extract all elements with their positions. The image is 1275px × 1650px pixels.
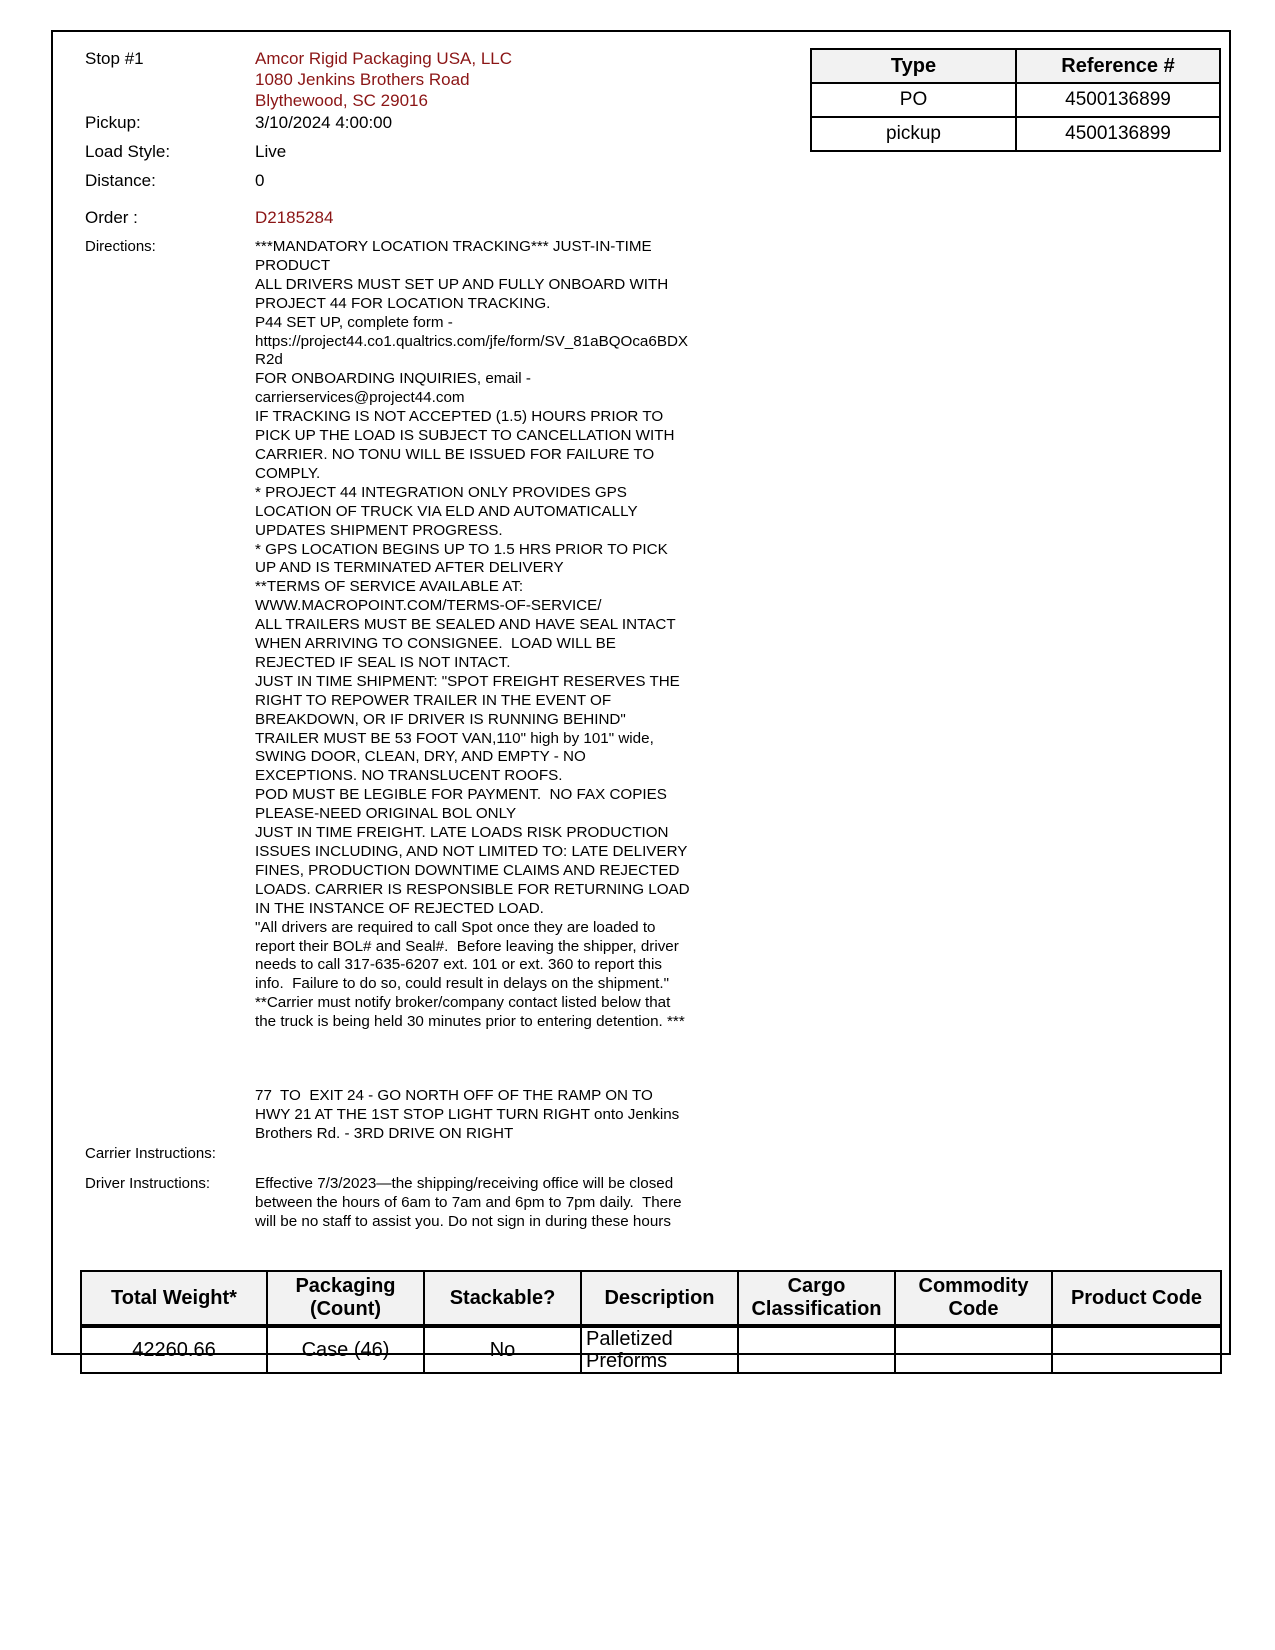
cell-packaging: Case (46) [267,1326,424,1373]
directions-text: ***MANDATORY LOCATION TRACKING*** JUST-IN-TIME PRODUCT ALL DRIVERS MUST SET UP AND FULLY ONBOARD WITH PROJECT 44 FOR LOCATION TRACKING. P44 SET UP, complete form - https://project44.co1.qualtrics.com/jfe/form/SV_81aBQOca6BDX R2d FOR ONBOARDING INQUIRIES, email - carrierservices@project44.com IF TRACKING IS NOT ACCEPTED (1.5) HOURS PRIOR TO PICK UP THE LOAD IS SUBJECT TO CANCELLATION WITH CARRIER. NO TONU WILL BE ISSUED FOR FAILURE TO COMPLY. * PROJECT 44 INTEGRATION ONLY PROVIDES GPS LOCATION OF TRUCK VIA ELD AND AUTOMATICALLY UPDATES SHIPMENT PROGRESS. * GPS LOCATION BEGINS UP TO 1.5 HRS PRIOR TO PICK UP AND IS TERMINATED AFTER DELIVERY **TERMS OF SERVICE AVAILABLE AT: WWW.MACROPOINT.COM/TERMS-OF-SERVICE/ ALL TRAILERS MUST BE SEALED AND HAVE SEAL INTACT WHEN ARRIVING TO CONSIGNEE. LOAD WILL BE REJECTED IF SEAL IS NOT INTACT. JUST IN TIME SHIPMENT: "SPOT FREIGHT RESERVES THE RIGHT TO REPOWER TRAILER IN THE EVENT OF BREAKDOWN, OR IF DRIVER IS RUNNING BEHIND" TRAILER MUST BE 53 FOOT VAN,110" high by 101" wide, SWING DOOR, CLEAN, DRY, AND EMPTY - NO EXCEPTIONS. NO TRANSLUCENT ROOFS. POD MUST BE LEGIBLE FOR PAYMENT. NO FAX COPIES PLEASE-NEED ORIGINAL BOL ONLY JUST IN TIME FREIGHT. LATE LOADS RISK PRODUCTION ISSUES INCLUDING, AND NOT LIMITED TO: LATE DELIVERY FINES, PRODUCTION DOWNTIME CLAIMS AND REJECTED LOADS. CARRIER IS RESPONSIBLE FOR RETURNING LOAD IN THE INSTANCE OF REJECTED LOAD. "All drivers are required to call Spot once they are loaded to report their BOL# and Seal#. Before leaving the shipper, driver needs to call 317-635-6207 ext. 101 or ext. 360 to report this info. Failure to do so, could result in delays on the shipment." **Carrier must notify broker/company contact listed below that the truck is being held 30 minutes prior to entering detention. *** [255,238,690,1031]
reference-header-type: Type [811,49,1016,83]
load-style-value: Live [255,142,287,161]
cell-cargo-classification [738,1326,895,1373]
reference-type-cell: pickup [811,117,1016,151]
load-style-label: Load Style: [85,142,171,161]
reference-header-number: Reference # [1016,49,1220,83]
pickup-value: 3/10/2024 4:00:00 [255,113,393,132]
reference-table-header [811,49,1220,83]
cell-stackable: No [424,1326,581,1373]
stop-address-line2: Blythewood, SC 29016 [255,91,428,110]
reference-number-cell: 4500136899 [1016,117,1220,151]
header-packaging: Packaging (Count) [267,1271,424,1326]
table-row [811,117,1220,151]
distance-label: Distance: [85,171,156,190]
reference-table [810,48,1221,152]
header-product-code: Product Code [1052,1271,1221,1326]
table-row [811,83,1220,117]
driver-instructions-text: Effective 7/3/2023—the shipping/receiving office will be closed between the hours of 6am to 7am and 6pm to 7pm daily. There will be no staff to assist you. Do not sign in during these hours [255,1175,682,1230]
header-description: Description [581,1271,738,1326]
reference-type-cell: PO [811,83,1016,117]
cell-description: Palletized Preforms [581,1326,738,1373]
cargo-table-header [81,1271,1221,1326]
cargo-table [80,1270,1222,1374]
stop-company: Amcor Rigid Packaging USA, LLC [255,49,513,68]
pickup-label: Pickup: [85,113,141,132]
header-stackable: Stackable? [424,1271,581,1326]
stop-address-line1: 1080 Jenkins Brothers Road [255,70,470,89]
reference-number-cell: 4500136899 [1016,83,1220,117]
carrier-instructions-label: Carrier Instructions: [85,1145,216,1162]
header-cargo-classification: Cargo Classification [738,1271,895,1326]
cell-total-weight: 42260.66 [81,1326,267,1373]
directions-label: Directions: [85,238,156,255]
stop-label: Stop #1 [85,49,144,68]
cell-product-code [1052,1326,1221,1373]
route-text: 77 TO EXIT 24 - GO NORTH OFF OF THE RAMP ON TO HWY 21 AT THE 1ST STOP LIGHT TURN RIGHT onto Jenkins Brothers Rd. - 3RD DRIVE ON RIGHT [255,1087,680,1142]
distance-value: 0 [255,171,265,190]
cell-commodity-code [895,1326,1052,1373]
header-total-weight: Total Weight* [81,1271,267,1326]
driver-instructions-label: Driver Instructions: [85,1175,211,1192]
order-label: Order : [85,208,138,227]
table-row [81,1326,1221,1373]
order-value: D2185284 [255,208,334,227]
header-commodity-code: Commodity Code [895,1271,1052,1326]
